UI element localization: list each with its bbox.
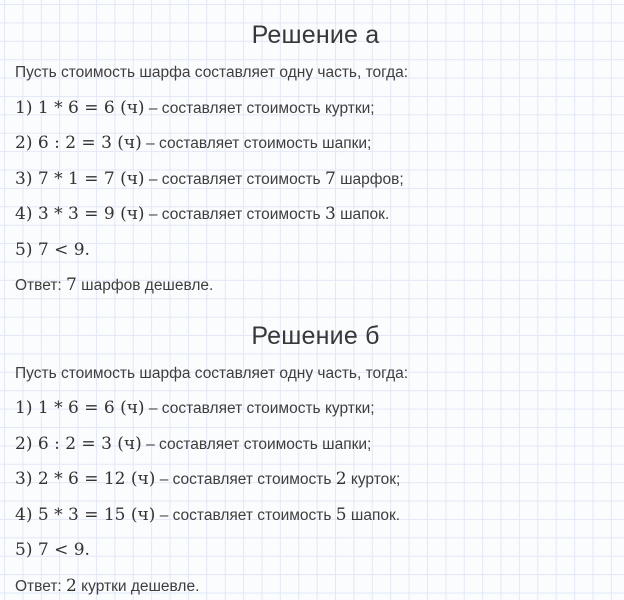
intro-line: Пусть стоимость шарфа составляет одну часть, тогда: bbox=[15, 64, 409, 81]
solution-step bbox=[15, 126, 616, 162]
math-expression: 2) 6 : 2 = 3 (ч) bbox=[15, 433, 142, 454]
math-number: 2 bbox=[335, 469, 347, 489]
answer-label: Ответ: bbox=[15, 277, 67, 294]
step-description: шарфов; bbox=[335, 170, 404, 188]
solution-step bbox=[15, 197, 616, 233]
solution-step bbox=[15, 233, 616, 269]
math-expression: 3) 2 * 6 = 12 (ч) bbox=[15, 469, 156, 489]
solution-step bbox=[15, 462, 616, 498]
math-number: 3 bbox=[324, 204, 336, 224]
solution-step bbox=[15, 427, 616, 463]
step-description: – составляет стоимость куртки; bbox=[144, 400, 375, 417]
math-number: 5 bbox=[335, 504, 347, 525]
answer-label: Ответ: bbox=[15, 577, 67, 595]
math-expression: 1) 1 * 6 = 6 (ч) bbox=[15, 97, 145, 118]
math-number: 7 bbox=[66, 275, 77, 295]
section-title: Решение а bbox=[251, 21, 380, 49]
solution-section-b bbox=[15, 321, 616, 600]
math-expression: 4) 3 * 3 = 9 (ч) bbox=[15, 204, 145, 224]
math-expression: 1) 1 * 6 = 6 (ч) bbox=[15, 398, 145, 418]
intro-line: Пусть стоимость шарфа составляет одну часть, тогда: bbox=[15, 364, 409, 382]
answer-line bbox=[15, 569, 616, 600]
math-expression: 5) 7 < 9. bbox=[15, 540, 90, 560]
step-description: – составляет стоимость куртки; bbox=[144, 99, 375, 117]
math-expression: 2) 6 : 2 = 3 (ч) bbox=[15, 133, 142, 153]
answer-line bbox=[15, 268, 616, 304]
step-description: шапок. bbox=[346, 506, 401, 524]
section-title: Решение б bbox=[251, 321, 380, 350]
solution-section-a bbox=[15, 20, 616, 304]
math-number: 2 bbox=[66, 575, 77, 596]
answer-text: шарфов дешевле. bbox=[76, 277, 214, 294]
math-expression: 4) 5 * 3 = 15 (ч) bbox=[15, 504, 156, 525]
step-description: – составляет стоимость bbox=[144, 206, 325, 223]
math-expression: 3) 7 * 1 = 7 (ч) bbox=[15, 168, 145, 189]
solution-document bbox=[15, 14, 616, 600]
step-description: – составляет стоимость bbox=[144, 170, 325, 188]
math-number: 7 bbox=[324, 168, 336, 189]
answer-text: куртки дешевле. bbox=[76, 577, 200, 595]
step-description: шапок. bbox=[335, 206, 390, 223]
step-description: курток; bbox=[346, 471, 401, 488]
step-description: – составляет стоимость bbox=[155, 506, 336, 524]
step-description: – составляет стоимость шапки; bbox=[141, 135, 372, 152]
solution-step bbox=[15, 533, 616, 569]
solution-step bbox=[15, 391, 616, 427]
solution-step bbox=[15, 162, 616, 198]
solution-step bbox=[15, 498, 616, 534]
step-description: – составляет стоимость bbox=[155, 471, 336, 488]
math-expression: 5) 7 < 9. bbox=[15, 239, 90, 260]
step-description: – составляет стоимость шапки; bbox=[141, 435, 372, 453]
solution-step bbox=[15, 91, 616, 127]
